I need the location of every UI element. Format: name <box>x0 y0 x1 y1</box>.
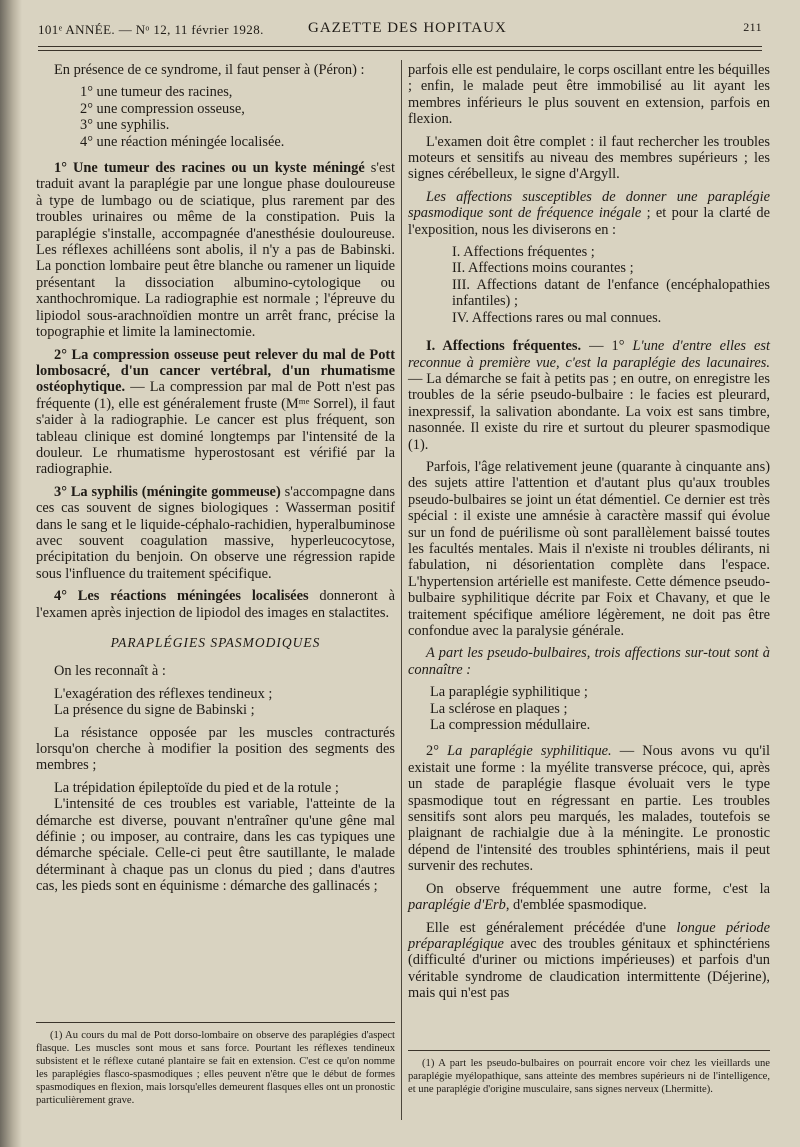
right-footnote-block <box>408 1040 770 1096</box>
cause-item: 3° une syphilis. <box>80 117 170 134</box>
division-item: III. Affections datant de l'enfance (encéphalopathies infantiles) ; <box>452 276 770 310</box>
continuation-paragraph: parfois elle est pendulaire, le corps oscillant entre les béquilles ; enfin, le malade peut être immobilisé au lit ayant les membres inférieurs le plus souvent en extension, parfois en flexion. <box>408 62 770 128</box>
journal-title: GAZETTE DES HOPITAUX <box>308 20 507 36</box>
causes-list <box>36 84 395 150</box>
age-paragraph: Parfois, l'âge relativement jeune (quarante à cinquante ans) des sujets attire l'attention et d'autant plus qu'aux troubles pseudo-bulbaires se joint un état démentiel. Ce dernier est très spécial : il existe une amnésie à caractère massif qui évolue sur un fond de puérilisme où sont parallèlement baissé toutes les facultés mentales. Mais il n'existe ni troubles délirants, ni fabulation, ni désorientation complète dans l'espace. L'hypertension artérielle est manifeste. Cette démence pseudo-bulbaire syphilitique décrite par Foix et Chavany, et que le traitement spécifique améliore légèrement, ne doit pas être confondue avec la paralysie générale. <box>408 458 770 639</box>
three-affections-list <box>408 684 770 733</box>
syphilis-text: s'accompagne dans ces cas souvent de signes biologiques : Wasserman positif dans le sang et le liquide-céphalo-rachidien, hyperalbuminose avec souvent coagulation massive, hyperleucocytose, précipitation du benjoin. On observe une régression rapide sous l'influence du traitement spécifique. <box>36 483 395 582</box>
division-item: I. Affections fréquentes ; <box>452 244 595 261</box>
sign-line: L'exagération des réflexes tendineux ; <box>54 685 273 702</box>
section-heading: PARAPLÉGIES SPASMODIQUES <box>110 635 321 650</box>
frequentes-title: I. Affections fréquentes. <box>426 338 582 355</box>
syphilitique-title: La paraplégie syphilitique. <box>447 743 612 760</box>
affection-item: La paraplégie syphilitique ; <box>430 684 588 701</box>
reactions-title: 4° Les réactions méningées localisées <box>54 588 309 605</box>
prep-italic: longue période préparaplégique <box>408 919 770 952</box>
prep-a: Elle est généralement précédée d'une <box>426 919 677 936</box>
resistance-paragraph: La résistance opposée par les muscles contracturés lorsqu'on cherche à modifier la position des segments des membres ; <box>36 724 395 774</box>
tumeur-title: 1° Une tumeur des racines ou un kyste méningé <box>54 160 365 177</box>
erb-a: On observe fréquemment une autre forme, c'est la <box>426 880 770 897</box>
syphilitique-paragraph <box>408 743 770 874</box>
frequentes-italic: L'une d'entre elles est reconnue à première vue, c'est la paraplégie des lacunaires. <box>408 338 770 371</box>
cause-item: 4° une réaction méningée localisée. <box>80 133 285 150</box>
intensite-paragraph: L'intensité de ces troubles est variable, l'atteinte de la démarche est diverse, pouvant n'entraîner qu'une gêne mal définie ; ou imposer, au contraire, dans les cas typiques une démarche spéciale. Celle-ci peut être sautillante, le malade déterminant à chaque pas un clonus du pied ; dans d'autres cas, les pieds sont en équinisme : démarche des gallinacés ; <box>36 796 395 895</box>
frequentes-dash: — 1° <box>581 338 633 355</box>
footnote-rule <box>36 1022 395 1023</box>
issue-line: 101ᵉ ANNÉE. — Nᵒ 12, 11 février 1928. <box>38 22 264 37</box>
affections-paragraph <box>408 189 770 238</box>
footnote-left: (1) Au cours du mal de Pott dorso-lombaire on observe des paraplégies d'aspect flasque. Les muscles sont mous et sans force. Pourtant les réflexes tendineux subsistent et le réflexe cutané plantaire se fait en extension. C'est ce qu'on nomme les paraplégies flasco-spasmodiques ; elles peuvent n'être que le début de formes spasmodiques en flexion, mais lorsqu'elles demeurent flasques elles ont un pronostic particulièrement grave. <box>36 1030 395 1106</box>
footnote-rule <box>408 1050 770 1051</box>
tumeur-text: s'est traduit avant la paraplégie par une longue phase douloureuse à type de lumbago ou de sciatique, plus rarement par des troubles urinaires ou même de la constipation. Puis la paraplégie s'installe, accompagnée d'anesthésie douloureuse. Les réflexes achilléens sont abolis, il n'y a pas de Babinski. La ponction lombaire peut être blanche ou ramener un liquide présentant la dissociation albumino-cytologique ou xanthochromique. La radiographie est normale ; l'épreuve du lipiodol sous-arachnoïdien montre un arrêt franc, précise la topographie et limite la laminectomie. <box>36 160 395 341</box>
compression-paragraph <box>36 347 395 478</box>
tumeur-paragraph <box>36 160 395 340</box>
reactions-text: donneront à l'examen après injection de lipiodol des images en stalactites. <box>36 588 395 621</box>
syphilitique-text: — Nous avons vu qu'il existait une forme : la myélite transverse précoce, qui, après un stade de paraplégie flasque évoluait vers le type spasmodique tout en régressant en partie. Les troubles sensitifs sont alors peu marqués, les malades, toutefois se plaignant de rachialgie due à la méningite. Le pronostic dépend de l'intensité des troubles sphintériens, mais il peut survenir des rechutes. <box>408 743 770 875</box>
affection-item: La compression médullaire. <box>430 717 591 734</box>
examen-paragraph: L'examen doit être complet : il faut rechercher les troubles moteurs et sensitifs au niveau des membres supérieurs ; les signes cérébelleux, le signe d'Argyll. <box>408 133 770 183</box>
syphilis-paragraph <box>36 484 395 582</box>
affections-rest: ; et pour la clarté de l'exposition, nous les diviserons en : <box>408 205 770 238</box>
cause-item: 1° une tumeur des racines, <box>80 84 233 101</box>
reconnait-line: On les reconnaît à : <box>54 663 166 680</box>
affections-italic: Les affections susceptibles de donner une paraplégie spasmodique sont de fréquence inégale <box>408 188 770 222</box>
frequentes-text: — La démarche se fait à petits pas ; en outre, on enregistre les troubles de la série pseudo-bulbaire : le facies est pleurard, inexpressif, la salivation abondante. La voix est sans timbre, nasonnée. Il existe du rire et surtout du pleurer spasmodique (1). <box>408 370 770 453</box>
erb-italic: paraplégie d'Erb <box>408 897 506 914</box>
page-number: 211 <box>743 20 762 34</box>
division-item: II. Affections moins courantes ; <box>452 260 634 277</box>
frequentes-paragraph <box>408 338 770 453</box>
prep-b: avec des troubles génitaux et sphinctériens (difficulté d'uriner ou mictions impérieuses) et parfois d'un véritable syndrome de claudication intermittente (Déjerine), mais qui n'est pas <box>408 935 770 1002</box>
syphilitique-num: 2° <box>426 743 448 760</box>
compression-text: — La compression par mal de Pott n'est pas fréquente (1), elle est généralement fruste (Mᵐᵉ Sorrel), il faut s'aider à la radiographie. Le cancer est plus fréquent, son tableau clinique est dominé longtemps par l'intensité de la douleur. Le rhumatisme hyperostosant est vérifié par la radiographie. <box>36 379 395 478</box>
divisions-list <box>408 244 770 326</box>
column-divider <box>401 60 402 1120</box>
sign-line: La présence du signe de Babinski ; <box>54 702 255 719</box>
header-rule-2 <box>38 50 762 51</box>
trepidation-paragraph: La trépidation épileptoïde du pied et de la rotule ; <box>54 779 339 796</box>
page-header <box>38 18 762 42</box>
affection-item: La sclérose en plaques ; <box>430 700 568 717</box>
erb-b: , d'emblée spasmodique. <box>505 897 647 914</box>
header-rule <box>38 46 762 47</box>
division-item: IV. Affections rares ou mal connues. <box>452 309 662 326</box>
footnote-right: (1) A part les pseudo-bulbaires on pourrait encore voir chez les vieillards une paraplégie myélopathique, sans atteinte des membres supérieurs ni de l'intelligence, et une paraplégie d'origine musculaire, sans signes nerveux (Lhermitte). <box>408 1058 770 1095</box>
right-column <box>408 62 770 1008</box>
erb-paragraph <box>408 881 770 914</box>
apart-paragraph: A part les pseudo-bulbaires, trois affections sur-tout sont à connaître : <box>408 645 770 678</box>
binding-shadow <box>0 0 22 1147</box>
compression-title: 2° La compression osseuse peut relever du mal de Pott lombosacré, d'un cancer vertébral, d'un rhumatisme ostéophytique. <box>36 346 395 396</box>
preparaplegique-paragraph <box>408 920 770 1002</box>
cause-item: 2° une compression osseuse, <box>80 100 245 117</box>
left-footnote-block <box>36 1012 395 1107</box>
intro-paragraph: En présence de ce syndrome, il faut penser à (Péron) : <box>54 62 365 78</box>
left-column <box>36 62 395 901</box>
reactions-paragraph <box>36 588 395 621</box>
syphilis-title: 3° La syphilis (méningite gommeuse) <box>54 483 281 500</box>
